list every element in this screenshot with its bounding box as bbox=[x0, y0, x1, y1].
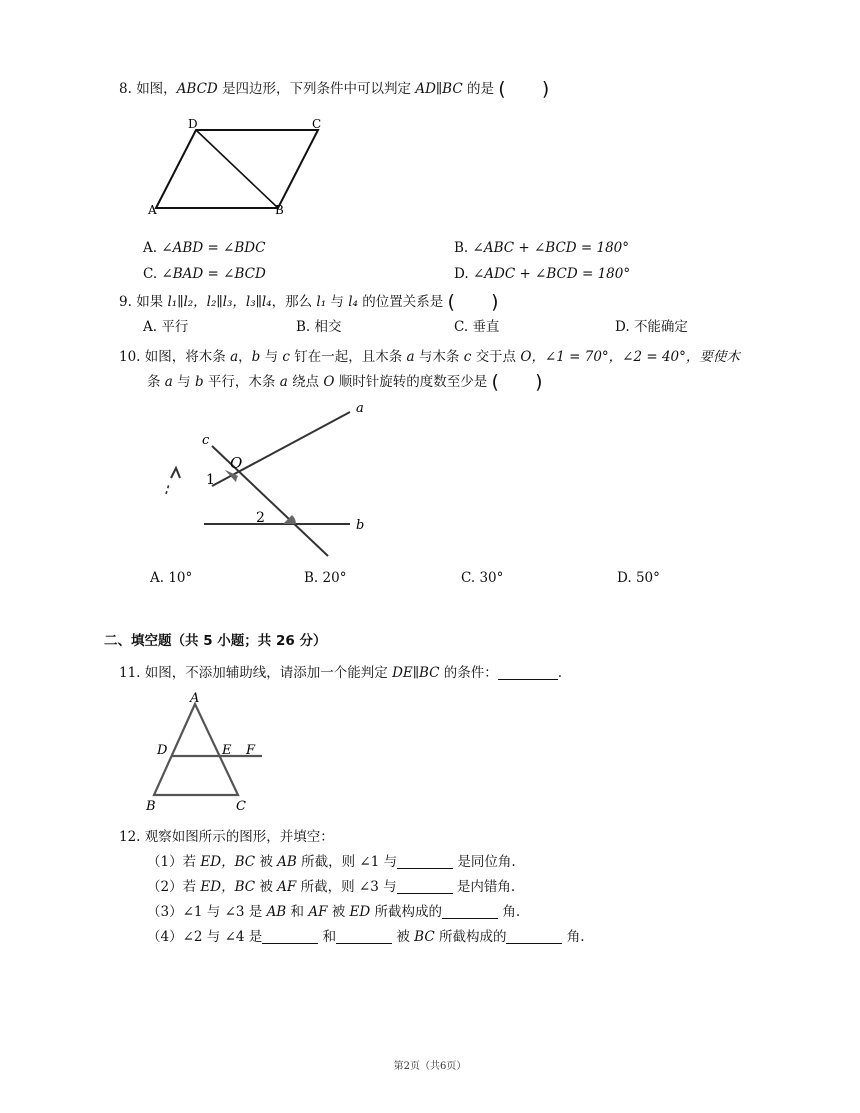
answer-blank[interactable] bbox=[442, 904, 498, 919]
question-number: 12. bbox=[119, 829, 141, 845]
q8-option-c[interactable]: C. ∠BAD = ∠BCD bbox=[143, 266, 266, 282]
label-A: A bbox=[148, 203, 157, 217]
svg-text:E: E bbox=[222, 743, 232, 758]
answer-blank[interactable] bbox=[498, 665, 558, 680]
q9-option-a[interactable]: A. 平行 bbox=[143, 319, 189, 335]
q12-item-4: （4）∠2 与 ∠4 是 和 被 BC 所截构成的 角. bbox=[147, 929, 585, 945]
svg-text:a: a bbox=[356, 401, 364, 416]
svg-text:O: O bbox=[230, 454, 243, 472]
rotate-arrow-icon bbox=[171, 468, 180, 478]
q12-item-3: （3）∠1 与 ∠3 是 AB 和 AF 被 ED 所截构成的 角. bbox=[147, 904, 521, 920]
q10-figure bbox=[150, 398, 390, 568]
svg-text:c: c bbox=[202, 433, 210, 448]
q8-option-a[interactable]: A. ∠ABD = ∠BDC bbox=[143, 240, 266, 256]
svg-text:C: C bbox=[236, 799, 246, 814]
answer-paren[interactable]: ( ) bbox=[498, 78, 550, 100]
svg-text:2: 2 bbox=[256, 510, 265, 526]
svg-text:1: 1 bbox=[206, 472, 215, 488]
answer-blank[interactable] bbox=[336, 929, 392, 944]
answer-blank[interactable] bbox=[397, 854, 453, 869]
label-B: B bbox=[275, 203, 284, 217]
q10-stem-line2: 条 a 与 b 平行，木条 a 绕点 O 顺时针旋转的度数至少是 ( ) bbox=[147, 371, 543, 393]
answer-blank[interactable] bbox=[397, 879, 453, 894]
q10-option-b[interactable]: B. 20° bbox=[304, 570, 347, 586]
q9-option-c[interactable]: C. 垂直 bbox=[454, 319, 500, 335]
q11-stem: 11. 如图，不添加辅助线，请添加一个能判定 DE∥BC 的条件： . bbox=[119, 665, 563, 681]
page-footer: 第2页（共6页） bbox=[393, 1061, 467, 1072]
svg-text:B: B bbox=[146, 799, 156, 814]
q8-stem: 8. 如图，ABCD 是四边形，下列条件中可以判定 AD∥BC 的是 ( ) bbox=[119, 78, 550, 100]
q10-option-a[interactable]: A. 10° bbox=[150, 570, 193, 586]
q9-option-b[interactable]: B. 相交 bbox=[296, 319, 342, 335]
q8-option-b[interactable]: B. ∠ABC + ∠BCD = 180° bbox=[454, 240, 630, 256]
question-number: 11. bbox=[119, 665, 141, 681]
question-number: 9. bbox=[119, 294, 132, 310]
label-C: C bbox=[312, 117, 322, 131]
section-title: 二、填空题（共 5 小题；共 26 分） bbox=[104, 633, 327, 649]
q9-option-d[interactable]: D. 不能确定 bbox=[615, 319, 688, 335]
q12-stem: 12. 观察如图所示的图形，并填空： bbox=[119, 829, 334, 845]
q12-item-2: （2）若 ED，BC 被 AF 所截，则 ∠3 与 是内错角. bbox=[147, 879, 516, 895]
q8-option-d[interactable]: D. ∠ADC + ∠BCD = 180° bbox=[454, 266, 631, 282]
q11-figure bbox=[140, 690, 280, 815]
q10-stem-line1: 10. 如图，将木条 a，b 与 c 钉在一起，且木条 a 与木条 c 交于点 O，∠1 = 70°，∠2 = 40°，要使木 bbox=[119, 349, 740, 365]
answer-blank[interactable] bbox=[506, 929, 562, 944]
label-D: D bbox=[188, 117, 198, 131]
question-number: 10. bbox=[119, 349, 141, 365]
answer-paren[interactable]: ( ) bbox=[491, 371, 543, 393]
q8-figure bbox=[140, 112, 340, 222]
svg-text:b: b bbox=[356, 518, 365, 533]
q10-option-d[interactable]: D. 50° bbox=[617, 570, 660, 586]
q12-item-1: （1）若 ED，BC 被 AB 所截，则 ∠1 与 是同位角. bbox=[147, 854, 516, 870]
svg-text:D: D bbox=[157, 743, 168, 758]
answer-paren[interactable]: ( ) bbox=[447, 291, 499, 313]
q10-option-c[interactable]: C. 30° bbox=[461, 570, 504, 586]
svg-text:F: F bbox=[246, 743, 256, 758]
answer-blank[interactable] bbox=[262, 929, 318, 944]
svg-text:A: A bbox=[190, 691, 200, 706]
q9-stem: 9. 如果 l₁∥l₂，l₂∥l₃，l₃∥l₄，那么 l₁ 与 l₄ 的位置关系是 ( ) bbox=[119, 291, 499, 313]
question-number: 8. bbox=[119, 81, 132, 97]
